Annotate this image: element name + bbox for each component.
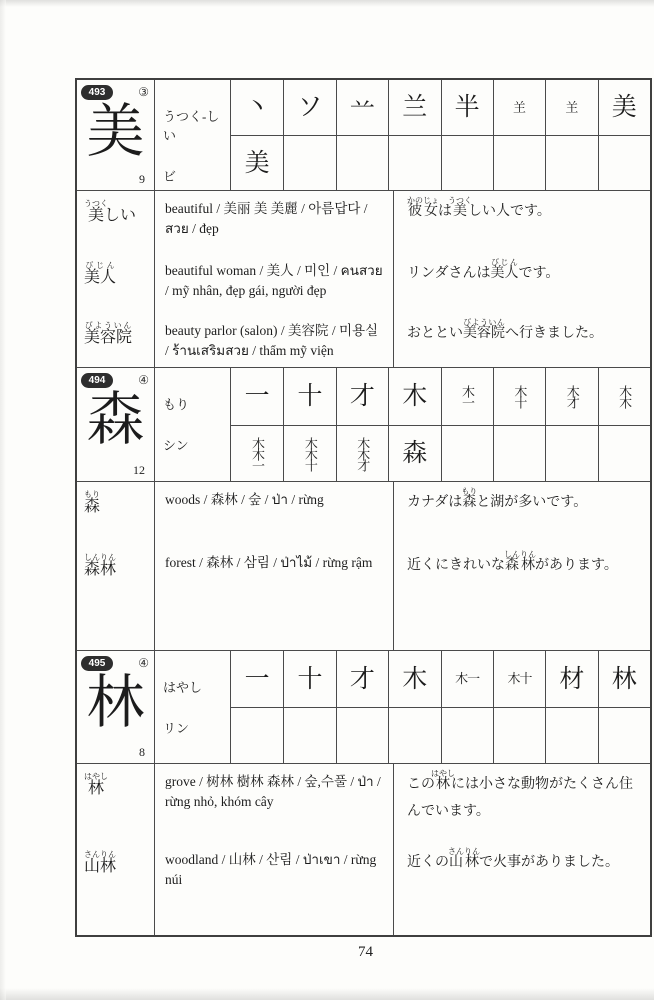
- stroke-glyph: 木一: [455, 671, 480, 687]
- kanji-table: [75, 78, 652, 937]
- example-sentence: この林はやしには小さな動物がたくさん住んでいます。: [407, 769, 633, 819]
- page-edge-shadow-top: [0, 0, 654, 7]
- vocab-translations: grove / 树林 樹林 森林 / 숲,수풀 / ป่า / rừng nhỏ, khóm cây: [165, 774, 381, 809]
- stroke-order-cell: [388, 135, 440, 190]
- stroke-order-cell: [441, 80, 493, 135]
- word-column: [77, 482, 155, 650]
- ruby-word: 美人びじん: [490, 258, 519, 281]
- stroke-glyph: 木十: [507, 671, 532, 687]
- stroke-glyph: 材: [559, 665, 585, 693]
- entry-header-494: [77, 368, 650, 482]
- furigana: はやし: [84, 772, 108, 781]
- vocab-word: [77, 545, 154, 615]
- vocab-word: [77, 313, 154, 367]
- stroke-order-cell: [545, 707, 597, 763]
- furigana: もり: [461, 487, 478, 496]
- vocab-translations: forest / 森林 / 삼림 / ป่าไม้ / rừng rậm: [165, 555, 373, 570]
- stroke-order-cell: [545, 80, 597, 135]
- entry-number-badge: 494: [81, 373, 113, 388]
- stroke-glyph: 木: [402, 382, 428, 410]
- stroke-order-grid: [231, 368, 650, 481]
- vocab-word: [77, 482, 154, 545]
- stroke-order-cell: [441, 707, 493, 763]
- stroke-glyph: ソ: [297, 94, 323, 121]
- readings-box: [155, 651, 231, 763]
- furigana: しんりん: [84, 553, 117, 562]
- main-kanji: 美: [86, 99, 145, 164]
- stroke-order-cell: [441, 425, 493, 482]
- furigana: うつく: [448, 196, 472, 205]
- furigana: びよういん: [463, 318, 505, 327]
- stroke-glyph: 𦍌: [513, 99, 527, 115]
- grade-level-mark: ④: [138, 656, 149, 670]
- on-reading: リン: [163, 721, 190, 736]
- stroke-order-cell: [598, 80, 650, 135]
- stroke-glyph: 木木: [617, 385, 633, 408]
- stroke-order-cell: [336, 651, 388, 707]
- on-reading: シン: [163, 438, 189, 453]
- stroke-glyph: 十: [297, 382, 323, 410]
- stroke-order-cell: [336, 135, 388, 190]
- kun-reading: もり: [163, 397, 190, 412]
- stroke-order-cell: [283, 80, 335, 135]
- stroke-order-cell: [493, 707, 545, 763]
- stroke-order-cell: [598, 135, 650, 190]
- word-column: [77, 191, 155, 367]
- furigana: かのじょ: [407, 196, 439, 205]
- stroke-order-cell: [231, 707, 283, 763]
- ruby-word: 森もり: [84, 490, 101, 515]
- stroke-order-cell: [441, 368, 493, 425]
- page-edge-shadow-left: [0, 0, 6, 1000]
- stroke-order-cell: [336, 425, 388, 482]
- furigana: びよういん: [84, 321, 133, 330]
- stroke-order-cell: [283, 707, 335, 763]
- grade-level-mark: ④: [138, 373, 149, 387]
- entry-number-badge: 493: [81, 85, 113, 100]
- ruby-word: 美うつく: [448, 196, 472, 219]
- stroke-order-cell: [336, 368, 388, 425]
- vocab-word: 美うつくしい: [84, 199, 137, 224]
- stroke-count: 8: [139, 745, 145, 759]
- furigana: さんりん: [84, 850, 117, 859]
- translation-column: [155, 764, 394, 935]
- page-number: 74: [358, 944, 373, 960]
- furigana: さんりん: [448, 847, 480, 856]
- entry-header-493: [77, 80, 650, 191]
- stroke-glyph: 才: [349, 665, 375, 693]
- stroke-glyph: 木: [402, 665, 428, 693]
- main-kanji: 林: [86, 670, 145, 735]
- stroke-count: 12: [133, 463, 145, 477]
- ruby-word: 彼女かのじょ: [407, 196, 439, 219]
- stroke-order-cell: [545, 368, 597, 425]
- stroke-order-grid: [231, 651, 650, 763]
- stroke-glyph: 兰: [402, 94, 428, 121]
- furigana: もり: [84, 490, 101, 499]
- stroke-order-cell: [388, 368, 440, 425]
- stroke-order-cell: [545, 651, 597, 707]
- ruby-word: 森林しんりん: [84, 553, 117, 578]
- ruby-word: 林はやし: [84, 772, 108, 797]
- example-column: [394, 482, 650, 650]
- ruby-word: 美容院びよういん: [463, 318, 505, 341]
- stroke-order-cell: [598, 651, 650, 707]
- ruby-word: 美うつく: [84, 199, 108, 224]
- on-reading: ビ: [163, 169, 177, 184]
- ruby-word: 美人びじん: [84, 261, 117, 286]
- stroke-order-cell: [493, 368, 545, 425]
- stroke-glyph: 美: [611, 94, 637, 121]
- stroke-order-grid: [231, 80, 650, 190]
- stroke-count: 9: [139, 172, 145, 186]
- ruby-word: 美容院びよういん: [84, 321, 133, 346]
- stroke-order-cell: [388, 707, 440, 763]
- stroke-glyph: 森: [402, 439, 428, 467]
- ruby-word: 森林しんりん: [504, 550, 536, 573]
- vocab-word: [77, 764, 154, 842]
- furigana: びじん: [84, 261, 116, 270]
- example-sentence: 近くにきれいな森林しんりんがあります。: [407, 550, 618, 573]
- stroke-glyph: 丶: [244, 94, 270, 121]
- translation-column: [155, 482, 394, 650]
- main-kanji: 森: [86, 387, 145, 452]
- stroke-order-cell: [598, 425, 650, 482]
- stroke-glyph: 林: [611, 665, 637, 693]
- stroke-order-cell: [388, 425, 440, 482]
- stroke-glyph: 木才: [564, 385, 580, 408]
- stroke-order-cell: [598, 707, 650, 763]
- stroke-glyph: 美: [244, 149, 270, 177]
- vocab-translations: beautiful / 美丽 美 美麗 / 아름답다 / สวย / đẹp: [165, 201, 368, 236]
- vocab-word: [77, 253, 154, 313]
- ruby-word: 林はやし: [431, 769, 455, 792]
- furigana: はやし: [431, 769, 455, 778]
- stroke-order-cell: [283, 135, 335, 190]
- entry-header-495: [77, 651, 650, 764]
- stroke-order-cell: [283, 651, 335, 707]
- ruby-word: 山林さんりん: [448, 847, 480, 870]
- stroke-glyph: 才: [349, 382, 375, 410]
- stroke-order-cell: [545, 135, 597, 190]
- stroke-order-cell: [441, 135, 493, 190]
- stroke-order-cell: [283, 368, 335, 425]
- stroke-order-cell: [231, 425, 283, 482]
- stroke-glyph: 木十: [512, 385, 528, 408]
- kanji-box: [77, 80, 155, 190]
- stroke-order-cell: [231, 135, 283, 190]
- stroke-glyph: 十: [297, 665, 323, 693]
- example-sentence: リンダさんは美人びじんです。: [407, 258, 560, 281]
- vocab-section-495: [77, 764, 650, 935]
- furigana: うつく: [84, 199, 108, 208]
- furigana: びじん: [490, 258, 519, 267]
- furigana: しんりん: [504, 550, 536, 559]
- vocab-word: [77, 842, 154, 912]
- stroke-glyph: 半: [454, 94, 480, 121]
- vocab-translations: woodland / 山林 / 산림 / ป่าเขา / rừng núi: [165, 852, 377, 887]
- example-column: [394, 191, 650, 367]
- stroke-order-cell: [545, 425, 597, 482]
- stroke-order-cell: [388, 80, 440, 135]
- stroke-order-cell: [598, 368, 650, 425]
- vocab-translations: beauty parlor (salon) / 美容院 / 미용실 / ร้านเสริมสวย / thẩm mỹ viện: [165, 323, 379, 358]
- stroke-order-cell: [283, 425, 335, 482]
- stroke-order-cell: [231, 368, 283, 425]
- stroke-order-cell: [441, 651, 493, 707]
- kanji-box: [77, 651, 155, 763]
- entry-number-badge: 495: [81, 656, 113, 671]
- example-sentence: おととい美容院びよういんへ行きました。: [407, 318, 603, 341]
- readings-box: [155, 368, 231, 481]
- stroke-glyph: 䒑: [349, 94, 375, 121]
- stroke-order-cell: [493, 80, 545, 135]
- stroke-glyph: 木木一: [250, 436, 265, 470]
- stroke-order-cell: [231, 80, 283, 135]
- kun-reading: うつく-しい: [163, 109, 220, 143]
- vocab-translations: woods / 森林 / 숲 / ป่า / rừng: [165, 492, 324, 507]
- stroke-order-cell: [493, 135, 545, 190]
- vocab-translations: beautiful woman / 美人 / 미인 / คนสวย / mỹ nhân, đẹp gái, người đẹp: [165, 263, 383, 298]
- example-sentence: 近くの山林さんりんで火事がありました。: [407, 847, 619, 870]
- word-column: [77, 764, 155, 935]
- ruby-word: 山林さんりん: [84, 850, 117, 875]
- kun-reading: はやし: [163, 680, 203, 695]
- example-column: [394, 764, 650, 935]
- stroke-order-cell: [493, 651, 545, 707]
- stroke-glyph: 一: [244, 665, 270, 693]
- stroke-glyph: 一: [244, 382, 270, 410]
- stroke-order-cell: [493, 425, 545, 482]
- stroke-order-cell: [336, 80, 388, 135]
- translation-column: [155, 191, 394, 367]
- stroke-order-cell: [231, 651, 283, 707]
- page-edge-shadow-bottom: [0, 988, 654, 1000]
- vocab-section-494: [77, 482, 650, 651]
- stroke-glyph: 木木才: [355, 436, 371, 470]
- stroke-order-cell: [388, 651, 440, 707]
- kanji-box: [77, 368, 155, 481]
- vocab-section-493: [77, 191, 650, 368]
- grade-level-mark: ③: [138, 85, 149, 99]
- example-sentence: 彼女かのじょは美うつくしい人です。: [407, 196, 551, 219]
- stroke-glyph: 木木十: [302, 436, 318, 470]
- ruby-word: 森もり: [461, 487, 478, 510]
- readings-box: [155, 80, 231, 190]
- stroke-glyph: 木一: [460, 385, 475, 408]
- stroke-glyph: 𦍌: [565, 99, 579, 115]
- example-sentence: カナダは森もりと湖が多いです。: [407, 487, 588, 510]
- stroke-order-cell: [336, 707, 388, 763]
